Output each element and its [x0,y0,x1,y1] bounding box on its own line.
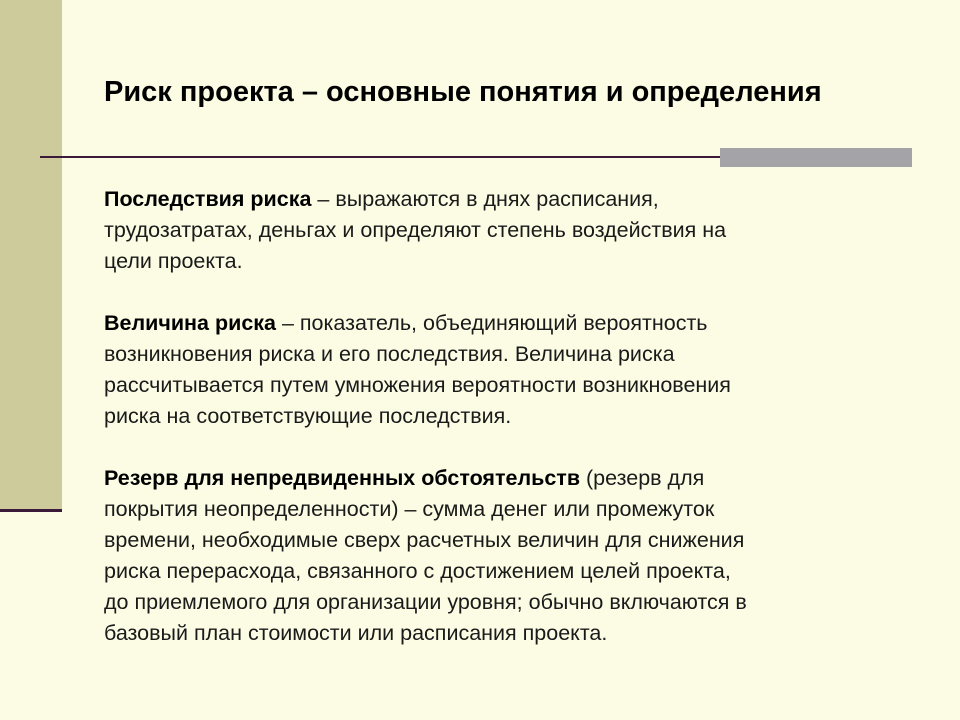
definition-text: – показатель, объединяющий вероятность [276,311,708,335]
definition-magnitude [104,308,904,432]
definition-text: базовый план стоимости или расписания проекта. [104,621,608,645]
definition-text: времени, необходимые сверх расчетных величин для снижения [104,528,745,552]
definition-text: покрытия неопределенности) – сумма денег или промежуток [104,497,715,521]
definition-text: – выражаются в днях расписания, [311,187,659,211]
definition-text: цели проекта. [104,249,243,273]
definition-term: Величина риска [104,311,276,335]
slide-content [104,184,904,680]
definition-text: (резерв для [580,466,705,490]
definition-text: рассчитывается путем умножения вероятности возникновения [104,373,731,397]
title-divider-accent [720,148,912,167]
definition-text: риска перерасхода, связанного с достижением целей проекта, [104,559,731,583]
definition-term: Резерв для непредвиденных обстоятельств [104,466,581,490]
side-decoration-band [0,0,62,510]
definition-contingency-reserve [104,463,904,649]
definition-text: риска на соответствующие последствия. [104,404,512,428]
definition-term: Последствия риска [104,187,312,211]
side-decoration-line [0,509,62,512]
definition-consequences [104,184,904,277]
slide-title: Риск проекта – основные понятия и определения [104,76,822,108]
definition-text: до приемлемого для организации уровня; обычно включаются в [104,590,747,614]
definition-text: возникновения риска и его последствия. Величина риска [104,342,675,366]
definition-text: трудозатратах, деньгах и определяют степень воздействия на [104,218,727,242]
